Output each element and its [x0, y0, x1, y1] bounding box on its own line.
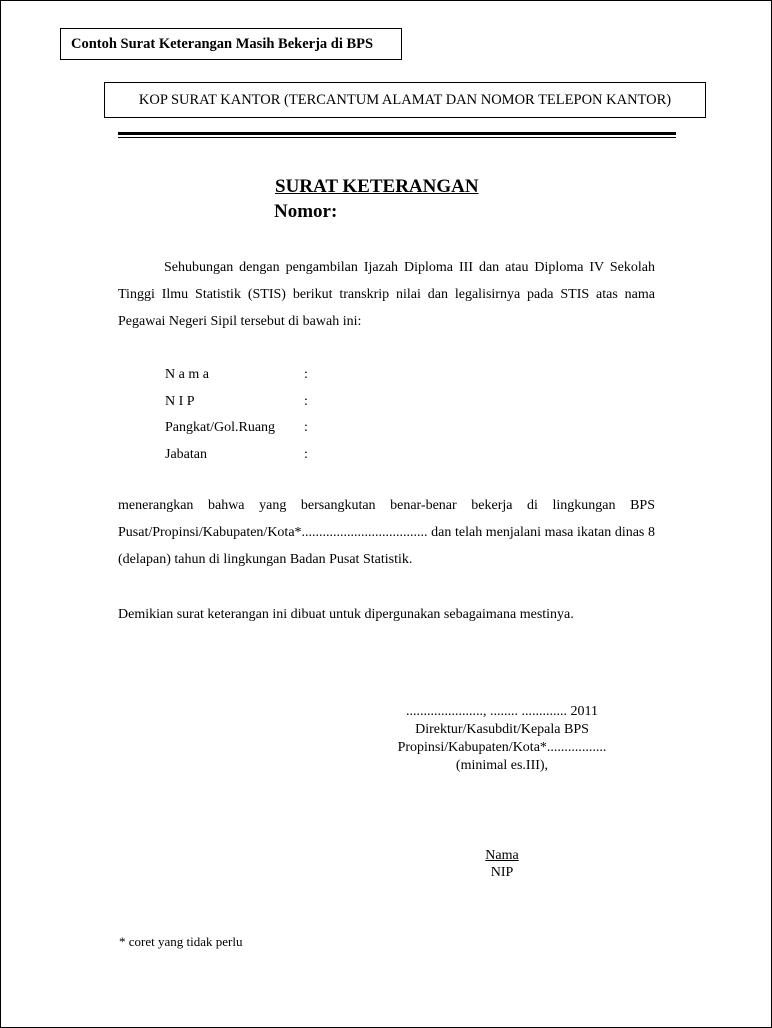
letterhead-rule-thick: [118, 132, 676, 135]
field-row-nip: [165, 388, 308, 415]
field-row-position: [165, 441, 308, 468]
signer-note: (minimal es.III),: [455, 758, 549, 773]
closing-paragraph: Demikian surat keterangan ini dibuat untuk dipergunakan sebagaimana mestinya.: [118, 607, 574, 622]
field-label: Pangkat/Gol.Ruang: [165, 420, 276, 435]
field-row-rank: [165, 414, 308, 441]
field-separator: :: [304, 394, 308, 409]
signer-region: Propinsi/Kabupaten/Kota*.................: [397, 740, 607, 755]
document-heading: SURAT KETERANGAN: [275, 176, 479, 197]
field-separator: :: [304, 367, 308, 382]
field-separator: :: [304, 447, 308, 462]
field-row-name: [165, 361, 308, 388]
example-title-box: [60, 28, 402, 60]
field-separator: :: [304, 420, 308, 435]
letterhead-rule-thin: [118, 137, 676, 138]
statement-paragraph: menerangkan bahwa yang bersangkutan benar-benar bekerja di lingkungan BPS Pusat/Propinsi/Kabupaten/Kota*.................................... dan telah menjalani masa ikatan dinas 8 (delapan) tahun di lingkungan Badan Pusat Statistik.: [118, 498, 655, 567]
document-number-label: Nomor:: [274, 201, 338, 222]
field-label: Jabatan: [165, 447, 207, 462]
footnote: * coret yang tidak perlu: [119, 934, 243, 949]
place-date-line: ......................, ........ ............. 2011: [406, 704, 598, 719]
signer-nip: NIP: [490, 865, 514, 880]
field-label: N a m a: [165, 367, 209, 382]
intro-paragraph: Sehubungan dengan pengambilan Ijazah Diploma III dan atau Diploma IV Sekolah Tinggi Ilmu Statistik (STIS) berikut transkrip nilai dan legalisirnya pada STIS atas nama Pegawai Negeri Sipil tersebut di bawah ini:: [118, 260, 655, 329]
signer-position: Direktur/Kasubdit/Kepala BPS: [415, 722, 589, 737]
signature-block: [356, 703, 648, 775]
letterhead-box: [104, 82, 706, 118]
example-title: Contoh Surat Keterangan Masih Bekerja di BPS: [71, 35, 374, 52]
field-label: N I P: [165, 394, 195, 409]
letterhead-text: KOP SURAT KANTOR (TERCANTUM ALAMAT DAN NOMOR TELEPON KANTOR): [138, 91, 672, 108]
signer-name: Nama: [485, 848, 519, 863]
